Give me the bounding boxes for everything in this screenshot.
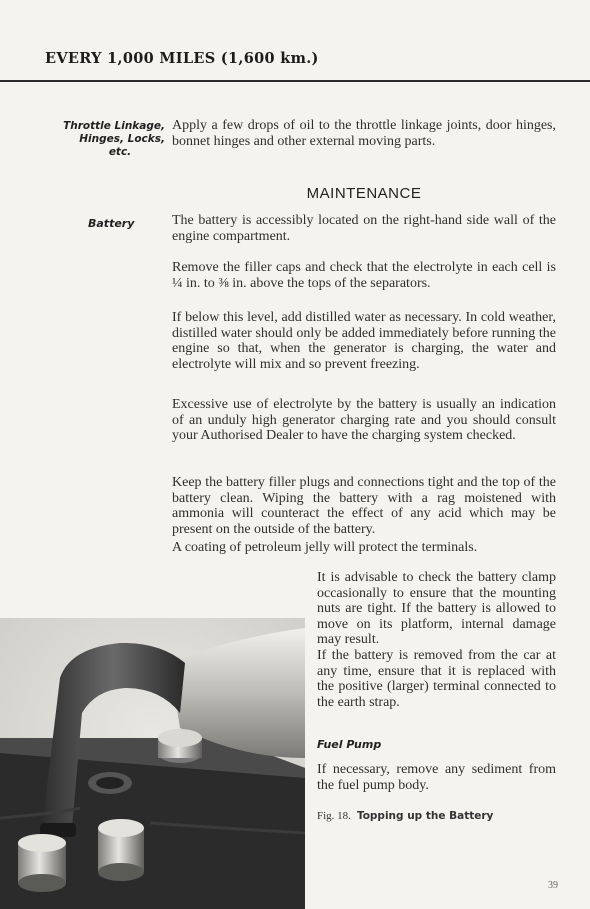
- battery-paragraph-3: If below this level, add distilled water as necessary. In cold weather, distilled water should only be added immediately before running the engine so that, when the generator is charging, the water and electrolyte will mix and so prevent freezing.: [172, 310, 556, 372]
- battery-paragraph-4: Excessive use of electrolyte by the battery is usually an indication of an unduly high generator charging rate and you should consult your Authorised Dealer to have the charging system checked.: [172, 397, 556, 443]
- side-label-line-3: etc.: [108, 146, 132, 158]
- battery-photo: [0, 618, 305, 909]
- figure-caption: [317, 810, 577, 822]
- fuel-pump-label: Fuel Pump: [317, 738, 382, 751]
- battery-paragraph-8: If the battery is removed from the car at any time, ensure that it is replaced with the positive (larger) terminal connected to the earth strap.: [317, 648, 556, 710]
- page-header: EVERY 1,000 MILES (1,600 km.): [45, 50, 319, 67]
- battery-paragraph-5: Keep the battery filler plugs and connections tight and the top of the battery clean. Wiping the battery with a rag moistened with ammonia will counteract the effect of any acid which may be present on the outside of the battery.: [172, 475, 556, 537]
- side-label-line-1: Throttle Linkage,: [63, 120, 165, 132]
- throttle-side-label: [45, 120, 165, 159]
- page-number: 39: [548, 880, 558, 891]
- figure-label: Fig. 18.: [317, 810, 351, 822]
- header-rule: [0, 80, 590, 82]
- side-label-line-2: Hinges, Locks,: [79, 133, 165, 145]
- battery-paragraph-7-text: It is advisable to check the battery clamp occasionally to ensure that the mounting nuts are tight. If the battery is allowed to move on its platform, internal damage may result.: [317, 570, 556, 647]
- fuel-pump-text: If necessary, remove any sediment from the fuel pump body.: [317, 762, 556, 793]
- battery-paragraph-6: A coating of petroleum jelly will protect the terminals.: [172, 540, 478, 555]
- battery-paragraph-2: Remove the filler caps and check that the electrolyte in each cell is ¼ in. to ⅜ in. above the tops of the separators.: [172, 260, 556, 291]
- maintenance-heading: MAINTENANCE: [306, 185, 422, 202]
- figure-title: Topping up the Battery: [356, 810, 494, 822]
- throttle-text: Apply a few drops of oil to the throttle linkage joints, door hinges, bonnet hinges and other external moving parts.: [172, 118, 556, 149]
- battery-paragraph-1: The battery is accessibly located on the right-hand side wall of the engine compartment.: [172, 213, 556, 244]
- battery-side-label: Battery: [88, 217, 135, 230]
